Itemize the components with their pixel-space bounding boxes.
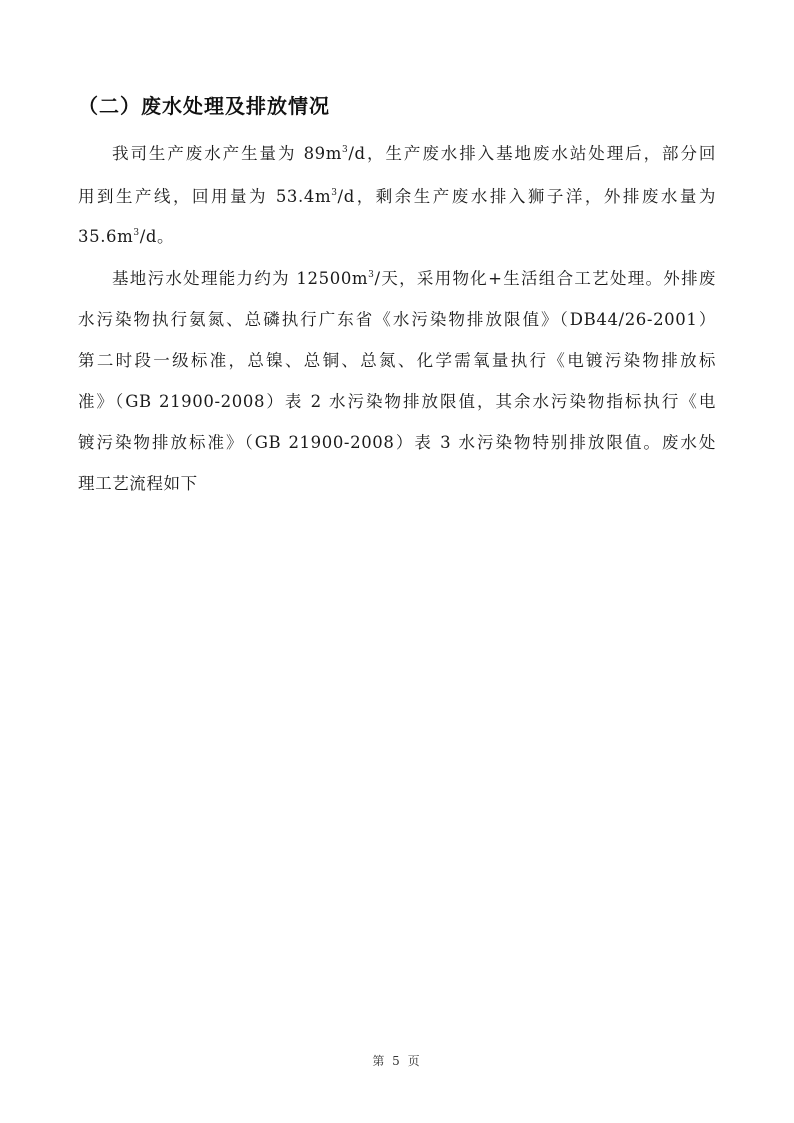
section-heading: （二）废水处理及排放情况	[78, 94, 330, 118]
paragraph-2-line-3: 第二时段一级标准，总镍、总铜、总氮、化学需氧量执行《电镀污染物排放标	[78, 351, 716, 370]
paragraph-1-line-3: $35.6m^3/d$。	[78, 227, 175, 246]
paragraph-2-line-4: 准》（GB 21900-2008）表 2 水污染物排放限值，其余水污染物指标执行《电	[78, 392, 716, 411]
paragraph-2-line-2: 水污染物执行氨氮、总磷执行广东省《水污染物排放限值》（DB44/26-2001）	[78, 310, 716, 329]
paragraph-1-line-1: 我司生产废水产生量为 $89m^3/d$，生产废水排入基地废水站处理后，部分回	[112, 144, 716, 163]
paragraph-2-line-1: 基地污水处理能力约为 $12500m^3/$天，采用物化+生活组合工艺处理。外排废	[112, 269, 716, 288]
paragraph-2-line-5: 镀污染物排放标准》（GB 21900-2008）表 3 水污染物特别排放限值。废水处	[78, 433, 716, 452]
paragraph-1-line-2: 用到生产线，回用量为 $53.4m^3/d$，剩余生产废水排入狮子洋，外排废水量为	[78, 187, 716, 206]
paragraph-2-line-6: 理工艺流程如下	[78, 474, 198, 493]
page-number: 第 5 页	[372, 1054, 422, 1068]
